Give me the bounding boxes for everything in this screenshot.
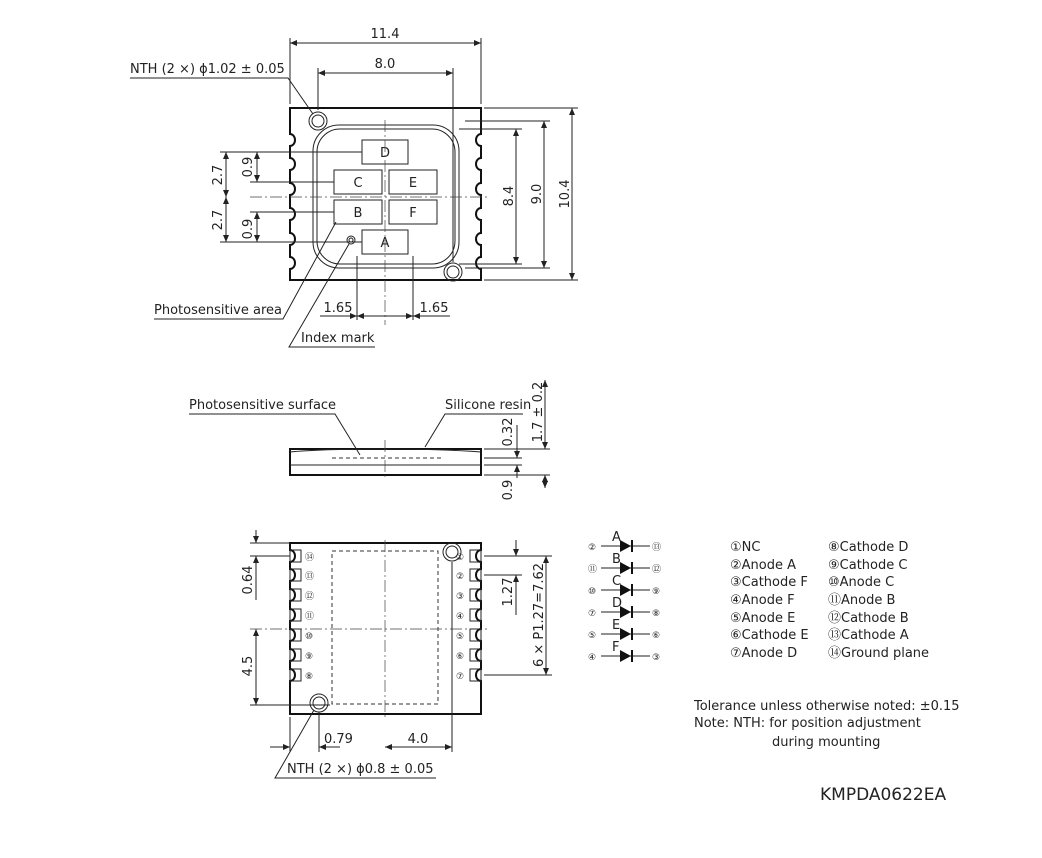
svg-text:⑥: ⑥ [652,631,661,641]
pin-number-1: ① [456,553,465,563]
svg-text:B: B [612,552,621,567]
dim-thickness: 1.7 ± 0.2 [531,381,546,443]
diode-d [588,596,660,619]
dim-bottom-x-left: 0.79 [324,732,353,747]
svg-text:⑦: ⑦ [588,609,597,619]
dim-height-outer: 10.4 [558,179,573,209]
dim-gap-lower: 0.9 [241,218,256,240]
svg-text:⑤: ⑤ [588,631,597,641]
legend-pin-9: ⑨Cathode C [828,558,908,573]
dim-height-inner: 8.4 [502,185,517,207]
dim-pad-offset: 0.64 [241,565,256,595]
nth-note-line1: Note: NTH: for position adjustment [694,716,921,731]
svg-text:⑨: ⑨ [652,587,661,597]
legend-pin-3: ③Cathode F [730,575,808,590]
dim-height-mid: 9.0 [530,183,545,205]
svg-text:C: C [612,574,622,589]
photosensitive-area-label: Photosensitive area [154,303,283,318]
side-view [189,380,550,500]
pin-number-3: ③ [456,592,465,602]
dim-pitch: 8.0 [374,57,396,72]
svg-text:A: A [612,530,621,545]
diode-c [588,574,660,597]
dim-base: 0.9 [501,479,516,501]
svg-text:②: ② [588,543,597,553]
legend-pin-11: ⑪Anode B [828,593,896,608]
svg-text:③: ③ [652,653,661,663]
pin-number-6: ⑥ [456,652,465,662]
pin-number-10: ⑩ [305,632,314,642]
pin-number-13: ⑬ [305,572,315,582]
index-mark-circle [347,236,355,244]
dim-bottom-height: 4.5 [241,655,256,677]
legend-pin-7: ⑦Anode D [730,646,798,661]
dim-x-right: 1.65 [419,301,449,316]
pin-number-8: ⑧ [305,672,314,682]
element-label-b: B [353,206,363,221]
legend-pin-14: ⑭Ground plane [828,646,930,661]
legend-pin-6: ⑥Cathode E [730,628,809,643]
svg-text:E: E [612,618,621,633]
pin-number-4: ④ [456,612,465,622]
pin-number-14: ⑭ [305,553,315,563]
svg-text:F: F [612,640,620,655]
drawing-code: KMPDA0622EA [820,785,947,805]
svg-text:⑧: ⑧ [652,609,661,619]
legend-pin-12: ⑫Cathode B [828,611,909,626]
svg-text:⑪: ⑪ [588,565,598,575]
svg-text:⑫: ⑫ [652,565,662,575]
svg-text:D: D [612,596,623,611]
pin-number-11: ⑪ [305,612,315,622]
dim-resin: 0.32 [501,417,516,447]
dim-gap-upper: 0.9 [241,156,256,178]
index-mark-label: Index mark [301,331,375,346]
nth-note-line2: during mounting [772,735,881,750]
dim-width: 11.4 [370,27,400,42]
notes [693,699,960,750]
dim-pitch-total: 6 × P1.27=7.62 [532,562,547,668]
element-label-a: A [380,236,390,251]
legend-pin-13: ⑬Cathode A [828,628,909,643]
dim-bottom-x-center: 4.0 [407,732,429,747]
svg-text:⑬: ⑬ [652,543,662,553]
legend-pin-5: ⑤Anode E [730,611,796,626]
nth-large-label: NTH (2 ×) ϕ1.02 ± 0.05 [130,62,285,77]
dim-offset-lower: 2.7 [211,209,226,231]
diode-b [588,552,661,575]
bottom-view [241,530,552,778]
side-package [290,449,481,475]
dim-offset-upper: 2.7 [211,164,226,186]
dim-x-left: 1.65 [323,301,353,316]
svg-text:④: ④ [588,653,597,663]
legend-pin-1: ①NC [730,540,761,555]
svg-text:⑩: ⑩ [588,587,597,597]
dim-pad-pitch: 1.27 [501,577,516,607]
schematic [588,530,661,663]
element-label-c: C [353,176,363,191]
element-label-d: D [379,146,391,161]
pin-number-9: ⑨ [305,652,314,662]
silicone-resin-label: Silicone resin [445,398,532,413]
pin-legend [730,540,929,661]
element-label-e: E [408,176,418,191]
pin-number-12: ⑫ [305,592,315,602]
legend-pin-10: ⑩Anode C [828,575,895,590]
diode-a [588,530,661,553]
pin-number-7: ⑦ [456,672,465,682]
tolerance-note: Tolerance unless otherwise noted: ±0.15 [694,699,960,714]
pin-number-2: ② [456,572,465,582]
diode-e [588,618,660,641]
top-view [130,27,578,347]
nth-small-label: NTH (2 ×) ϕ0.8 ± 0.05 [287,762,434,777]
legend-pin-2: ②Anode A [730,558,797,573]
legend-pin-8: ⑧Cathode D [828,540,909,555]
diode-f [588,640,660,663]
pin-number-5: ⑤ [456,632,465,642]
photosensitive-surface-label: Photosensitive surface [189,398,337,413]
legend-pin-4: ④Anode F [730,593,795,608]
element-label-f: F [409,206,417,221]
